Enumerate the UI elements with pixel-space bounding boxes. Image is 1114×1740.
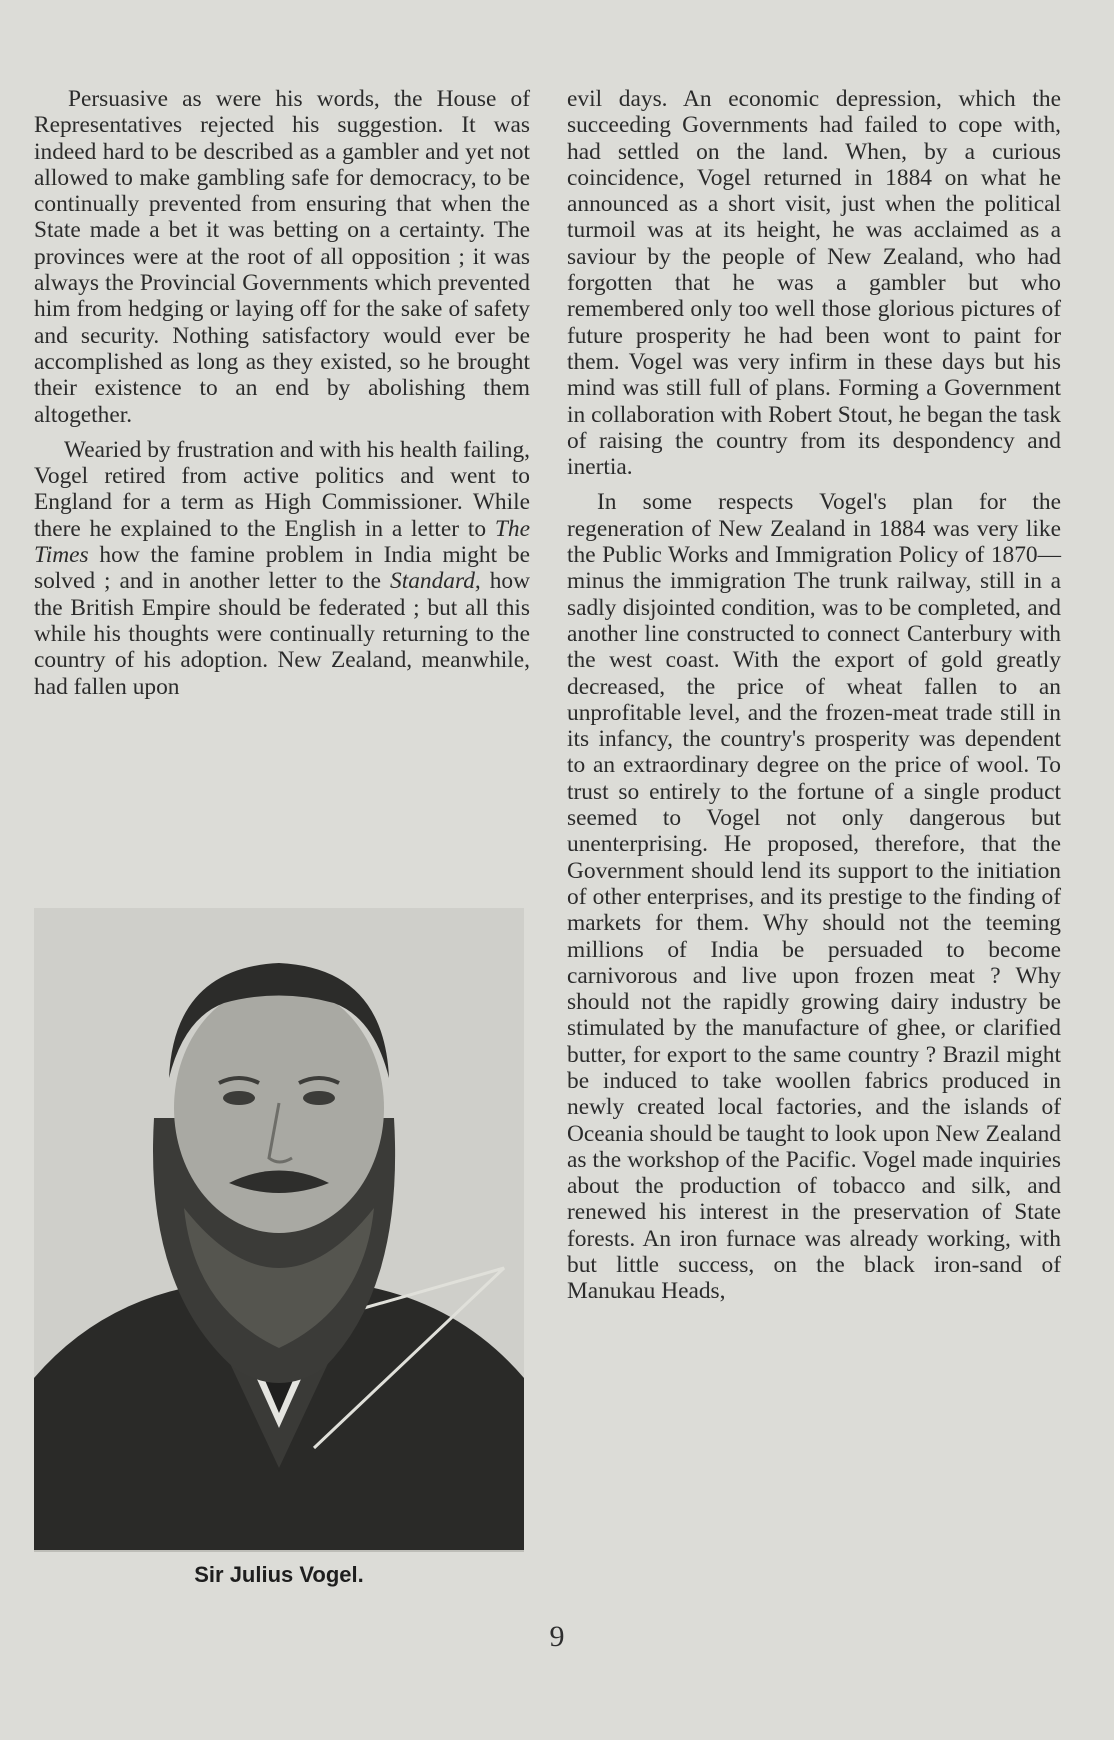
- standard-title: Standard,: [390, 568, 481, 595]
- left-text-column: [34, 86, 530, 709]
- left-paragraph-2: [34, 437, 530, 700]
- left-paragraph-2-part-b: how the famine problem in India might be solved ; and in another letter to the: [34, 542, 530, 595]
- right-paragraph-1: evil days. An economic depression, which the succeeding Governments had failed to cope with, had settled on the land. When, by a curious coincidence, Vogel returned in 1884 on what he announced as a short visit, just when the political turmoil was at its height, he was acclaimed as a saviour by the people of New Zealand, who had forgotten that he was a gambler but who remembered only too well those glorious pictures of future prosperity he had been wont to paint for them. Vogel was very infirm in these days but his mind was still full of plans. Forming a Government in collaboration with Robert Stout, he began the task of raising the country from its despondency and inertia.: [567, 86, 1061, 481]
- portrait-illustration: [34, 908, 524, 1550]
- right-paragraph-2: In some respects Vogel's plan for the regeneration of New Zealand in 1884 was very like the Public Works and Immigration Policy of 1870—minus the immigration The trunk railway, still in a sadly disjointed condition, was to be completed, and another line constructed to connect Canterbury with the west coast. With the export of gold greatly decreased, the price of wheat fallen to an unprofitable level, and the frozen-meat trade still in its infancy, the country's prosperity was dependent to an extraordinary degree on the price of wool. To trust so entirely to the fortune of a single product seemed to Vogel not only dangerous but unenterprising. He proposed, therefore, that the Government should lend its support to the initiation of other enterprises, and its prestige to the finding of markets for them. Why should not the teeming millions of India be persuaded to become carnivorous and live upon frozen meat ? Why should not the rapidly growing dairy industry be stimulated by the manufacture of ghee, or clarified butter, for export to the same country ? Brazil might be induced to take woollen fabrics produced in newly created local factories, and the islands of Oceania should be taught to look upon New Zealand as the workshop of the Pacific. Vogel made inquiries about the production of tobacco and silk, and renewed his interest in the preservation of State forests. An iron furnace was already working, with but little success, on the black iron-sand of Manukau Heads,: [567, 489, 1061, 1305]
- right-text-column: [567, 86, 1061, 1314]
- the-times-title: The Times: [34, 515, 530, 569]
- figure-caption: Sir Julius Vogel.: [194, 1562, 364, 1587]
- portrait-photo: [34, 908, 524, 1552]
- left-paragraph-2-part-c: how the British Empire should be federated ; but all this while his thoughts were continually returning to the country of his adoption. New Zealand, meanwhile, had fallen upon: [34, 568, 530, 700]
- left-paragraph-1: Persuasive as were his words, the House of Representatives rejected his suggestion. It was indeed hard to be described as a gambler and yet not allowed to make gambling safe for democracy, to be continually prevented from ensuring that when the State made a bet it was betting on a certainty. The provinces were at the root of all opposition ; it was always the Provincial Governments which prevented him from hedging or laying off for the sake of safety and security. Nothing satisfactory would ever be accomplished as long as they existed, so he brought their existence to an end by abolishing them altogether.: [34, 86, 530, 428]
- left-paragraph-2-part-a: Wearied by frustration and with his health failing, Vogel retired from active politics and went to England for a term as High Commissioner. While there he explained to the English in a letter to: [34, 436, 530, 542]
- page-number: 9: [549, 1620, 565, 1653]
